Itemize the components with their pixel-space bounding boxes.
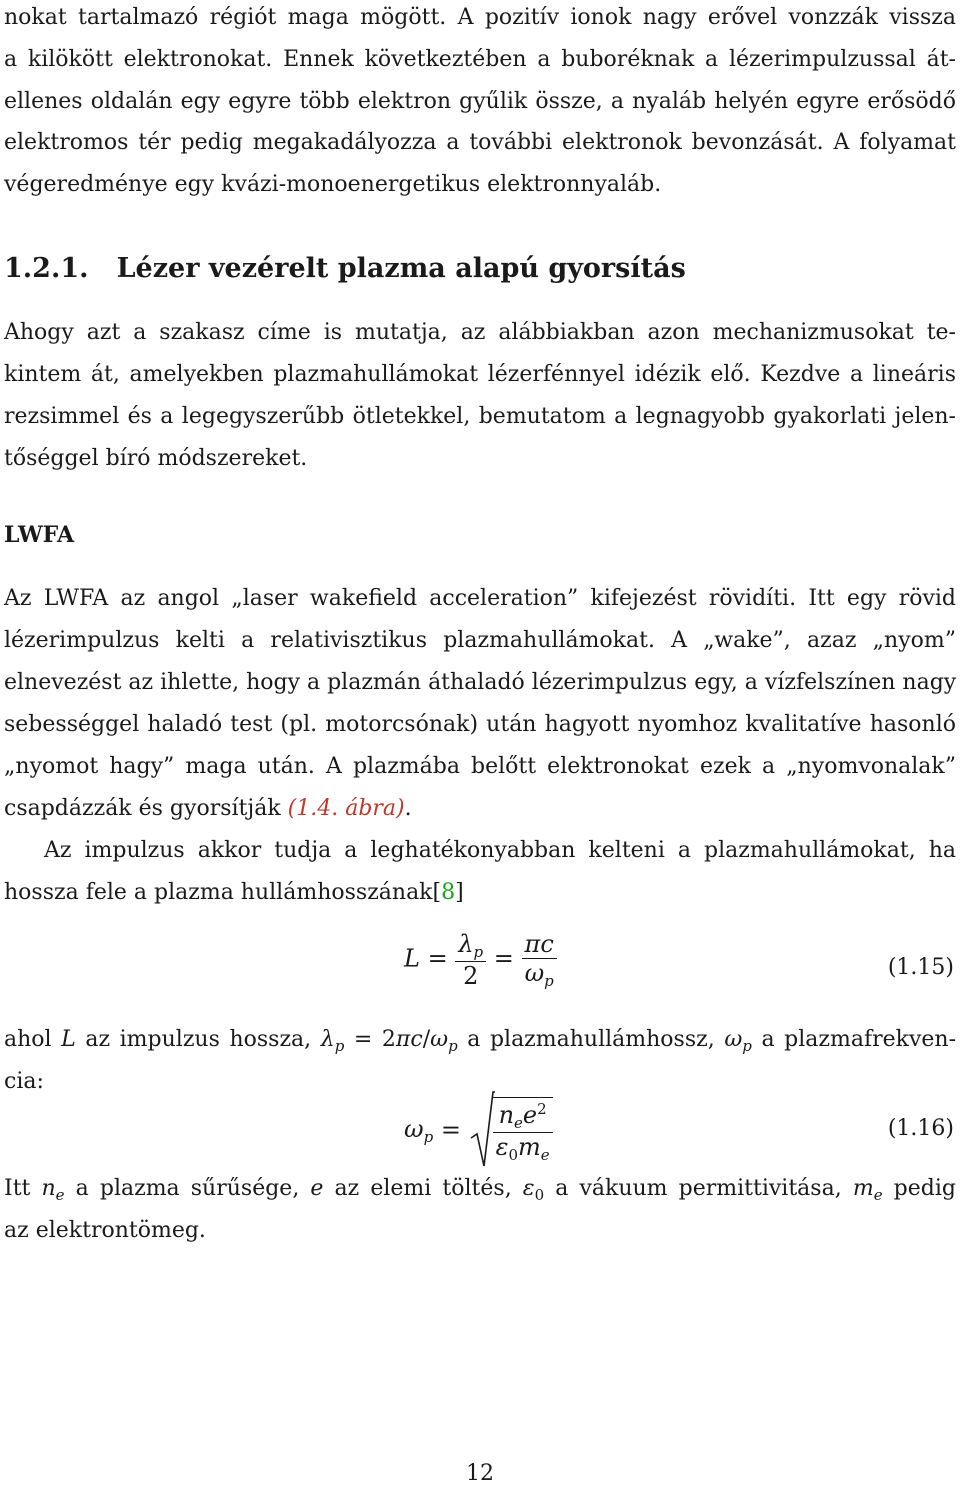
page-number: 12 — [466, 1461, 494, 1486]
eq-subscript: p — [473, 943, 484, 961]
eq-denominator: 2 — [463, 962, 479, 990]
math-subscript: p — [334, 1037, 345, 1055]
eq-symbol: n — [498, 1100, 515, 1129]
math-symbol: ε — [522, 1176, 535, 1201]
fraction — [493, 1097, 553, 1164]
fraction — [522, 930, 557, 990]
text-span: . — [404, 796, 412, 821]
subsection-heading: LWFA — [4, 522, 75, 548]
text-line: Ahogy azt a szakasz címe is mutatja, az alábbiakban azon mechanizmusokat te- — [4, 320, 956, 345]
text-line: elektromos tér pedig megakadályozza a további elektronok bevonzását. A folyamat — [4, 130, 956, 155]
text-line: Az impulzus akkor tudja a leghatékonyabban kelteni a plazmahullámokat, ha — [44, 838, 956, 863]
text-span: a plazmafrekven- — [751, 1027, 957, 1052]
eq-subscript: e — [540, 1145, 550, 1164]
equation-1-16 — [404, 1090, 553, 1170]
text-line: cia: — [4, 1069, 44, 1094]
eq-symbol: L — [404, 944, 420, 973]
eq-subscript: e — [514, 1113, 523, 1132]
eq-operator: = — [427, 944, 448, 973]
text-line — [4, 1175, 956, 1209]
text-line — [4, 1026, 956, 1060]
text-line: végeredménye egy kvázi-monoenergetikus elektronnyaláb. — [4, 172, 662, 197]
equation-number: (1.16) — [887, 1116, 954, 1141]
equation-number: (1.15) — [887, 955, 954, 980]
math-subscript: p — [448, 1037, 458, 1055]
eq-symbol: ε — [495, 1132, 509, 1161]
section-title: Lézer vezérelt plazma alapú gyorsítás — [116, 253, 686, 284]
text-line: kintem át, amelyekben plazmahullámokat lézerfénnyel idézik elő. Kezdve a lineáris — [4, 362, 956, 387]
text-line: sebességgel haladó test (pl. motorcsónak) után hagyott nyomhoz kvalitatíve hasonló — [4, 712, 956, 737]
math-subscript: p — [742, 1037, 752, 1055]
eq-subscript: 0 — [508, 1145, 519, 1164]
eq-subscript: p — [423, 1127, 434, 1146]
sqrt-radical-icon — [469, 1090, 495, 1170]
math-symbol: ω — [430, 1027, 449, 1052]
equation-1-15 — [404, 930, 557, 990]
citation-link[interactable]: 8 — [441, 880, 456, 905]
text-span: / — [422, 1027, 431, 1052]
eq-symbol: e — [522, 1100, 538, 1129]
eq-numerator: πc — [522, 930, 557, 959]
math-symbol: λ — [320, 1027, 335, 1052]
math-symbol: L — [61, 1027, 76, 1052]
text-span: az elemi töltés, — [323, 1176, 523, 1201]
text-line: „nyomot hagy” maga után. A plazmába belőtt elektronokat ezek a „nyomvonalak” — [4, 754, 956, 779]
text-line — [4, 879, 956, 907]
text-line: lézerimpulzus kelti a relativisztikus plazmahullámokat. A „wake”, azaz „nyom” — [4, 628, 956, 653]
math-subscript: e — [55, 1186, 65, 1204]
section-heading — [4, 253, 686, 284]
eq-operator: = — [493, 944, 514, 973]
text-span: Itt — [4, 1176, 42, 1201]
text-line: az elektrontömeg. — [4, 1218, 206, 1243]
math-symbol: n — [41, 1176, 56, 1201]
math-symbol: e — [310, 1176, 324, 1201]
math-subscript: 0 — [534, 1186, 545, 1204]
text-line: a kilökött elektronokat. Ennek következtében a buboréknak a lézerimpulzussal át- — [4, 47, 956, 72]
math-subscript: e — [873, 1186, 883, 1204]
section-number: 1.2.1. — [4, 253, 89, 284]
text-line: rezsimmel és a legegyszerűbb ötletekkel, bemutatom a legnagyobb gyakorlati jelen- — [4, 404, 956, 429]
math-symbol: πc — [395, 1027, 423, 1052]
text-span: a plazma sűrűsége, — [64, 1176, 311, 1201]
text-span: hossza fele a plazma hullámhosszának — [4, 880, 433, 905]
math-symbol: m — [852, 1176, 874, 1201]
citation-close: ] — [455, 880, 464, 905]
figure-reference-link[interactable]: (1.4. ábra) — [287, 796, 405, 821]
text-line: elnevezést az ihlette, hogy a plazmán áthaladó lézerimpulzus egy, a vízfelszínen nagy — [4, 670, 957, 695]
eq-superscript: 2 — [537, 1099, 547, 1118]
text-span: = 2 — [344, 1027, 396, 1052]
text-line — [4, 795, 956, 823]
text-span: az impulzus hossza, — [75, 1027, 321, 1052]
eq-symbol: ω — [524, 959, 545, 987]
eq-subscript: p — [544, 972, 554, 990]
text-span: a plazmahullámhossz, — [457, 1027, 725, 1052]
text-line: ellenes oldalán egy egyre több elektron gyűlik össze, a nyaláb helyén egyre erősödő — [4, 89, 956, 114]
text-line: nokat tartalmazó régiót maga mögött. A pozitív ionok nagy erővel vonzzák vissza — [4, 5, 956, 30]
math-symbol: ω — [724, 1027, 743, 1052]
text-span: pedig — [882, 1176, 956, 1201]
eq-symbol: ω — [404, 1114, 424, 1143]
eq-symbol: m — [518, 1132, 541, 1161]
text-span: a vákuum permittivitása, — [544, 1176, 853, 1201]
eq-symbol: λ — [458, 930, 474, 958]
text-line: Az LWFA az angol „laser wakefield acceleration” kifejezést rövidíti. Itt egy rövid — [4, 586, 956, 611]
text-span: csapdázzák és gyorsítják — [4, 796, 288, 821]
citation-open: [ — [432, 880, 442, 905]
fraction — [455, 930, 486, 990]
text-span: ahol — [4, 1027, 62, 1052]
text-line: tőséggel bíró módszereket. — [4, 446, 308, 471]
eq-operator: = — [440, 1116, 461, 1144]
